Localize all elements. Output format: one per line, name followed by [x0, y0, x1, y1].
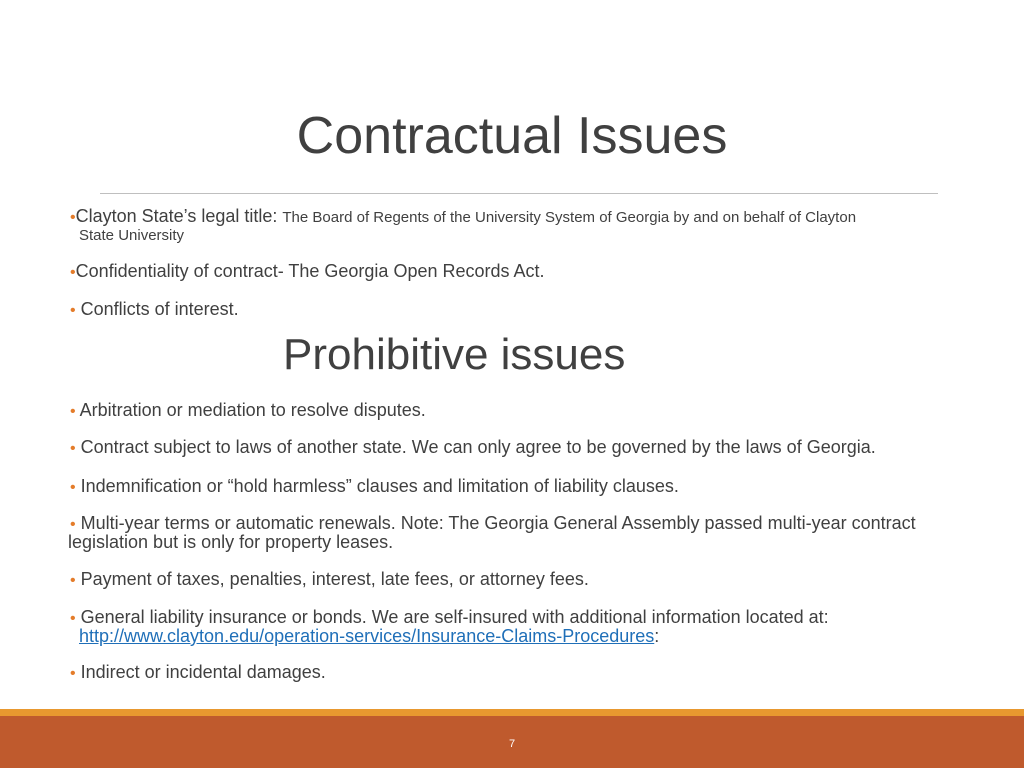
title-divider	[100, 193, 938, 194]
bullet-dot: •	[70, 209, 76, 226]
bullet-text: Arbitration or mediation to resolve disputes.	[75, 400, 426, 420]
bullet-dot: •	[70, 665, 76, 682]
footer-accent-stripe	[0, 709, 1024, 716]
bullet-conflicts	[70, 300, 239, 320]
bullet-dot: •	[70, 610, 76, 627]
bullet-text: Conflicts of interest.	[75, 299, 239, 319]
insurance-link-line	[79, 627, 659, 646]
bullet-text: Indemnification or “hold harmless” clauses and limitation of liability clauses.	[75, 476, 679, 496]
bullet-dot: •	[70, 403, 76, 420]
bullet-text: Indirect or incidental damages.	[75, 662, 326, 682]
legal-title-lead: Clayton State’s legal title:	[75, 206, 283, 226]
bullet-text: Confidentiality of contract- The Georgia Open Records Act.	[75, 261, 545, 281]
bullet-text: Payment of taxes, penalties, interest, late fees, or attorney fees.	[75, 569, 589, 589]
bullet-multi-year	[70, 514, 916, 534]
bullet-taxes	[70, 570, 589, 590]
section-subtitle: Prohibitive issues	[283, 330, 626, 379]
bullet-text: Multi-year terms or automatic renewals. Note: The Georgia General Assembly passed multi-year contract	[75, 513, 916, 533]
bullet-dot: •	[70, 572, 76, 589]
page-number: 7	[508, 738, 516, 750]
link-trailing-colon: :	[654, 626, 660, 646]
bullet-arbitration	[70, 401, 426, 421]
multi-year-continuation: legislation but is only for property leases.	[68, 532, 394, 552]
bullet-legal-title	[70, 207, 856, 227]
bullet-dot: •	[70, 302, 76, 319]
bullet-dot: •	[70, 264, 76, 281]
legal-title-text: The Board of Regents of the University System of Georgia by and on behalf of Clayton	[282, 209, 857, 226]
bullet-another-state	[70, 438, 876, 458]
bullet-damages	[70, 663, 326, 683]
bullet-dot: •	[70, 440, 76, 457]
bullet-indemnification	[70, 477, 679, 497]
bullet-text: Contract subject to laws of another state. We can only agree to be governed by the laws of Georgia.	[75, 437, 876, 457]
slide-title: Contractual Issues	[296, 107, 728, 165]
bullet-insurance	[70, 608, 829, 628]
bullet-text: General liability insurance or bonds. We are self-insured with additional information located at:	[75, 607, 829, 627]
bullet-dot: •	[70, 516, 76, 533]
bullet-dot: •	[70, 479, 76, 496]
legal-title-continuation: State University	[79, 227, 185, 244]
insurance-claims-link[interactable]: http://www.clayton.edu/operation-services/Insurance-Claims-Procedures	[79, 626, 655, 646]
bullet-confidentiality	[70, 262, 545, 282]
